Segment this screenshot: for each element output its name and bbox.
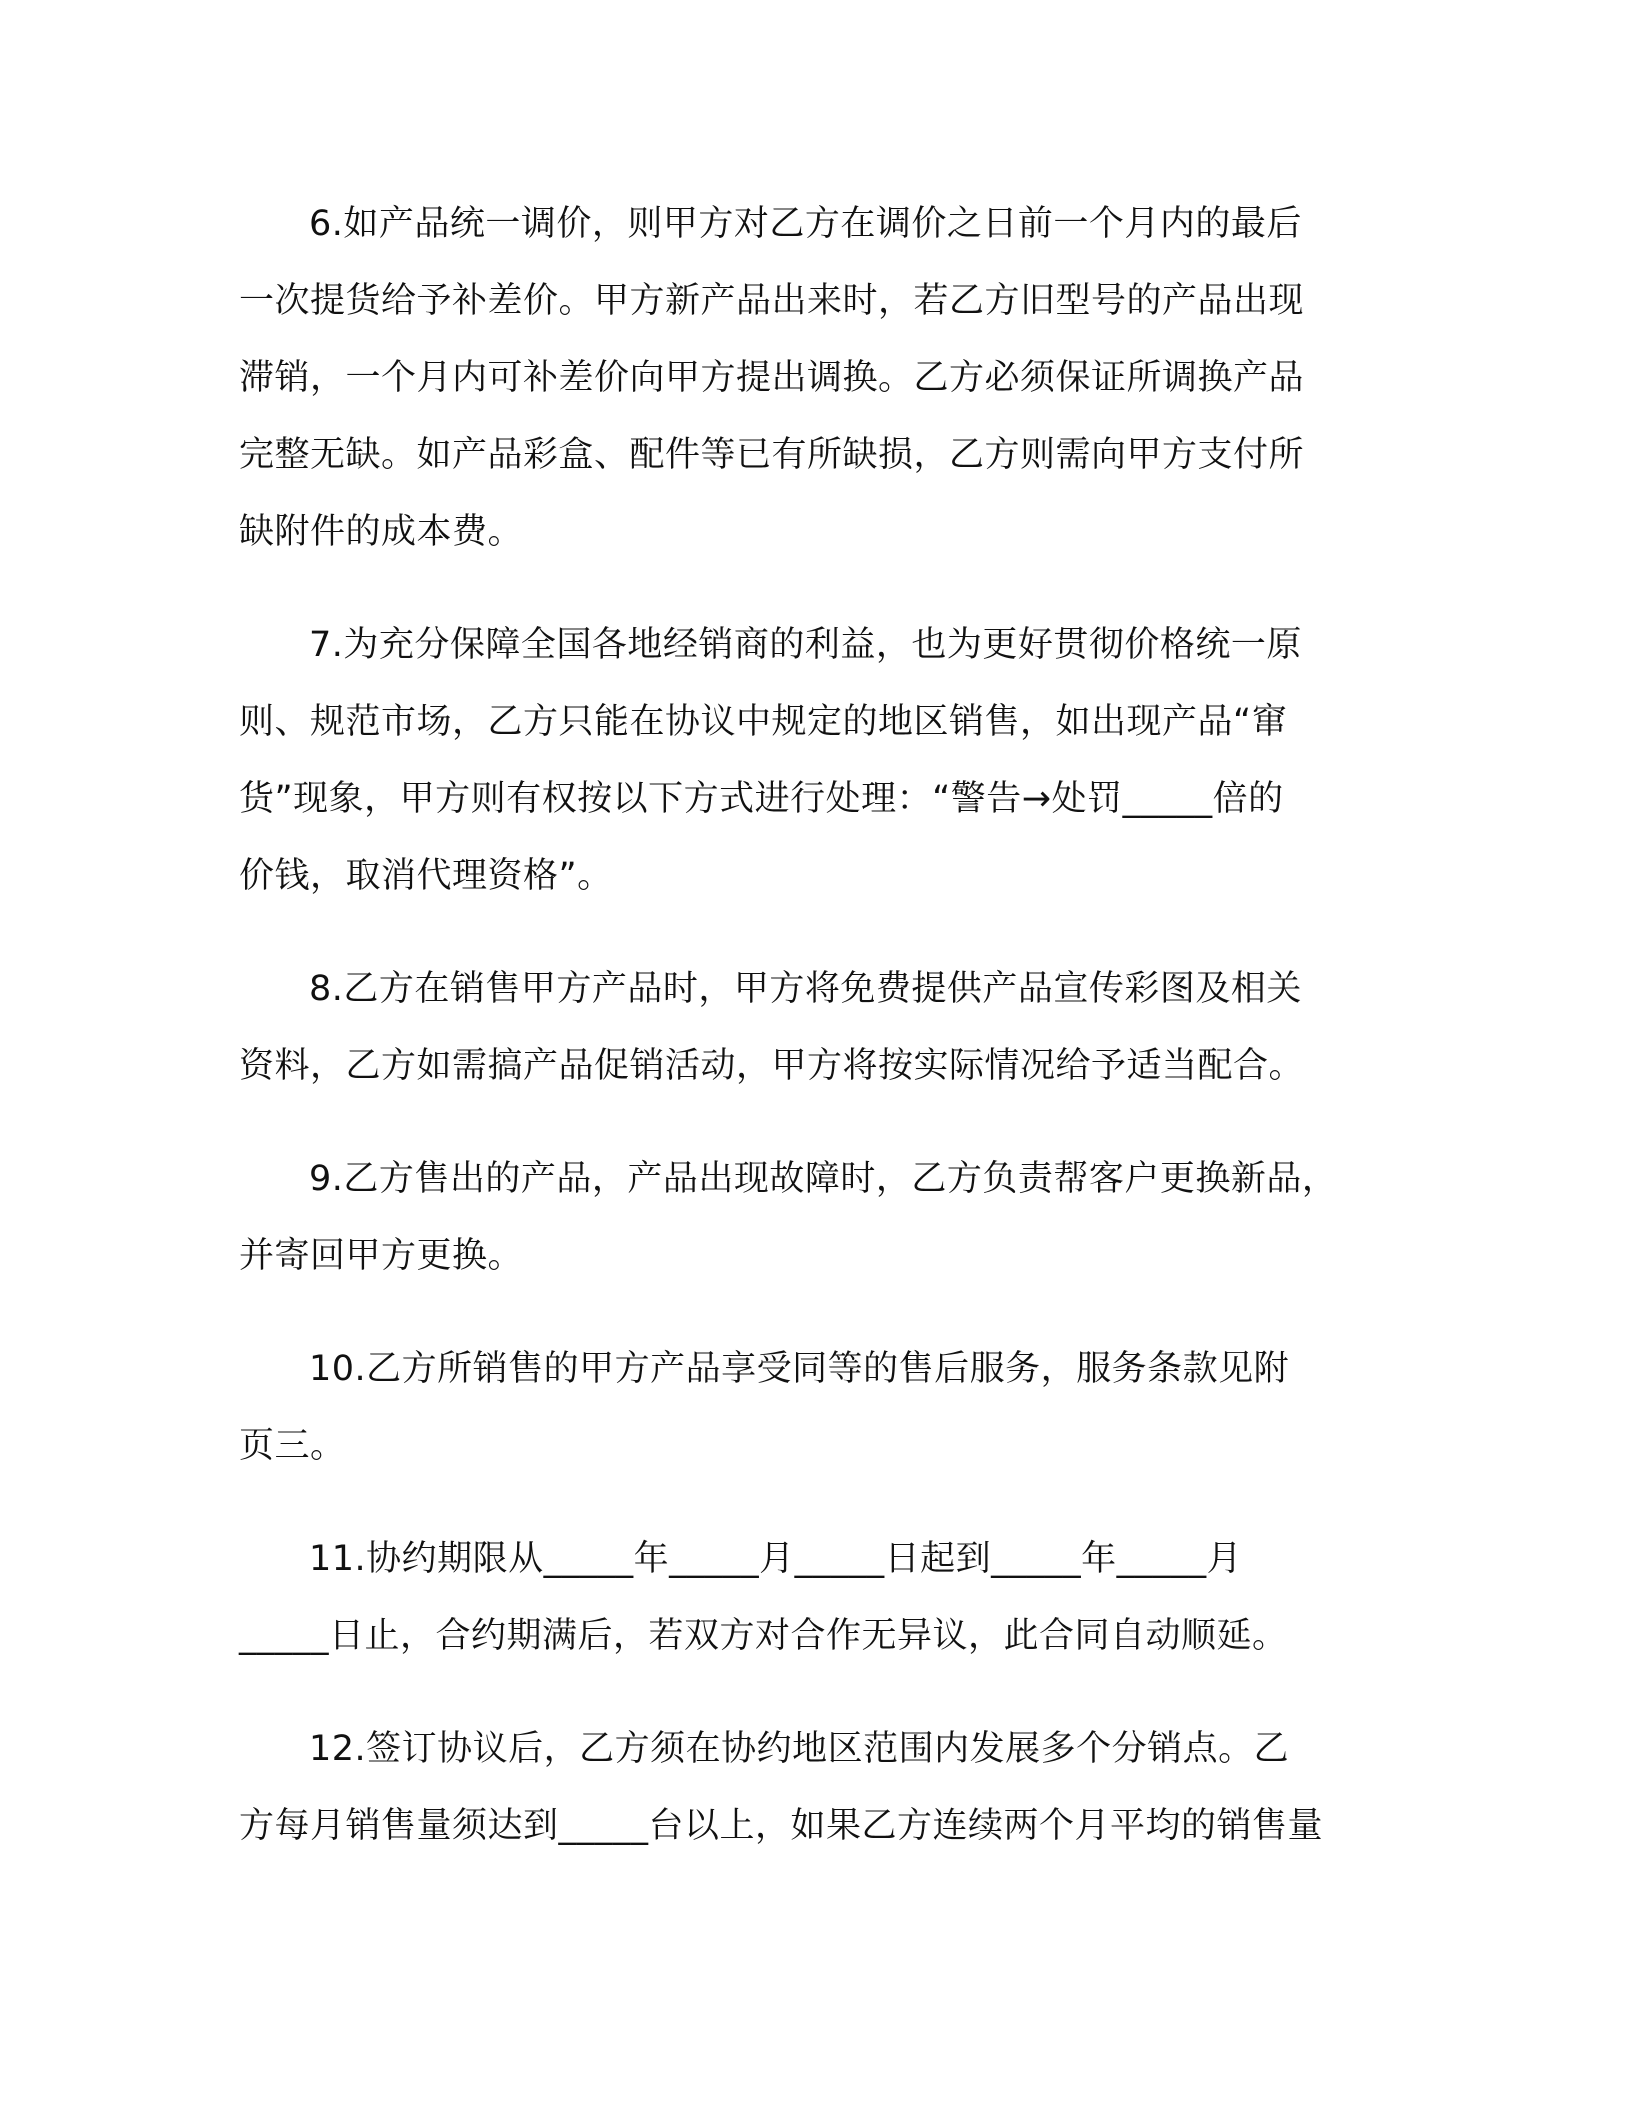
clause-6: [239, 186, 1393, 571]
clause-9-line-2: 并寄回甲方更换。: [239, 1236, 524, 1276]
clause-10-line-1: 10.乙方所销售的甲方产品享受同等的售后服务，服务条款见附: [309, 1349, 1290, 1389]
clause-7-line-3: 货”现象，甲方则有权按以下方式进行处理：“警告→处罚_____倍的: [239, 779, 1284, 819]
clause-6-line-1: 6.如产品统一调价，则甲方对乙方在调价之日前一个月内的最后: [309, 204, 1302, 244]
clause-12: [239, 1711, 1393, 1865]
clause-11: [239, 1521, 1393, 1675]
clause-10-line-2: 页三。: [239, 1426, 346, 1466]
clause-7-line-4: 价钱，取消代理资格”。: [239, 856, 613, 896]
clause-8-line-2: 资料，乙方如需搞产品促销活动，甲方将按实际情况给予适当配合。: [239, 1046, 1305, 1086]
clause-6-line-4: 完整无缺。如产品彩盒、配件等已有所缺损，乙方则需向甲方支付所: [239, 435, 1305, 475]
clause-9-line-1: 9.乙方售出的产品，产品出现故障时，乙方负责帮客户更换新品，: [309, 1159, 1338, 1199]
clause-11-line-1: 11.协约期限从_____年_____月_____日起到_____年_____月: [309, 1539, 1243, 1579]
clause-7-line-1: 7.为充分保障全国各地经销商的利益，也为更好贯彻价格统一原: [309, 625, 1302, 665]
clause-6-line-5: 缺附件的成本费。: [239, 512, 524, 552]
clause-11-line-2: _____日止，合约期满后，若双方对合作无异议，此合同自动顺延。: [239, 1616, 1288, 1656]
clause-8: [239, 951, 1393, 1105]
clause-10: [239, 1331, 1393, 1485]
document-body: [239, 186, 1393, 1901]
clause-12-line-1: 12.签订协议后，乙方须在协约地区范围内发展多个分销点。乙: [309, 1729, 1290, 1769]
clause-8-line-1: 8.乙方在销售甲方产品时，甲方将免费提供产品宣传彩图及相关: [309, 969, 1302, 1009]
clause-9: [239, 1141, 1393, 1295]
clause-7: [239, 607, 1393, 915]
clause-7-line-2: 则、规范市场，乙方只能在协议中规定的地区销售，如出现产品“窜: [239, 702, 1288, 742]
clause-12-line-2: 方每月销售量须达到_____台以上，如果乙方连续两个月平均的销售量: [239, 1806, 1324, 1846]
clause-6-line-2: 一次提货给予补差价。甲方新产品出来时，若乙方旧型号的产品出现: [239, 281, 1305, 321]
clause-6-line-3: 滞销，一个月内可补差价向甲方提出调换。乙方必须保证所调换产品: [239, 358, 1305, 398]
